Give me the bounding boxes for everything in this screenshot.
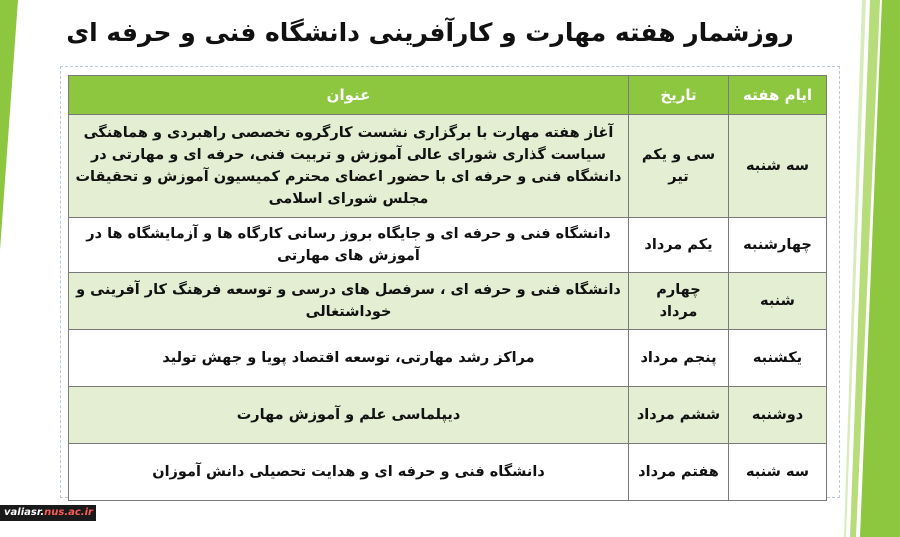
header-title: عنوان <box>69 76 629 115</box>
page-title: روزشمار هفته مهارت و کارآفرینی دانشگاه فنی و حرفه ای <box>66 18 794 47</box>
table-row <box>69 218 827 273</box>
cell-date: چهارم مرداد <box>629 273 729 330</box>
green-stripe-decoration-right <box>840 0 900 537</box>
table-row <box>69 387 827 444</box>
cell-day: یکشنبه <box>729 330 827 387</box>
watermark-prefix: valiasr. <box>4 507 45 518</box>
cell-day: سه شنبه <box>729 115 827 218</box>
cell-date: سی و یکم تیر <box>629 115 729 218</box>
cell-day: سه شنبه <box>729 444 827 501</box>
schedule-table <box>68 75 827 501</box>
cell-title: آغاز هفته مهارت با برگزاری نشست کارگروه تخصصی راهبردی و هماهنگی سیاست گذاری شورای عالی آموزش و تربیت فنی، حرفه ای و مهارتی در دانشگاه فنی و حرفه ای با حضور اعضای محترم کمیسیون آموزش و تحقیقات مجلس شورای اسلامی <box>69 115 629 218</box>
website-watermark-badge <box>0 505 96 521</box>
cell-day: دوشنبه <box>729 387 827 444</box>
cell-title: دانشگاه فنی و حرفه ای و هدایت تحصیلی دانش آموزان <box>69 444 629 501</box>
cell-title: دانشگاه فنی و حرفه ای ، سرفصل های درسی و توسعه فرهنگ کار آفرینی و خوداشتغالی <box>69 273 629 330</box>
watermark-domain: nus.ac.ir <box>44 507 93 518</box>
cell-title: دیپلماسی علم و آموزش مهارت <box>69 387 629 444</box>
header-date: تاریخ <box>629 76 729 115</box>
cell-day: چهارشنبه <box>729 218 827 273</box>
green-wedge-decoration-left <box>0 0 20 537</box>
cell-date: هفتم مرداد <box>629 444 729 501</box>
cell-title: مراکز رشد مهارتی، توسعه اقتصاد پویا و جهش تولید <box>69 330 629 387</box>
table-row <box>69 444 827 501</box>
cell-date: یکم مرداد <box>629 218 729 273</box>
table-row <box>69 273 827 330</box>
cell-date: ششم مرداد <box>629 387 729 444</box>
cell-day: شنبه <box>729 273 827 330</box>
cell-date: پنجم مرداد <box>629 330 729 387</box>
table-row <box>69 115 827 218</box>
table-row <box>69 330 827 387</box>
cell-title: دانشگاه فنی و حرفه ای و جایگاه بروز رسانی کارگاه ها و آزمایشگاه ها در آموزش های مهارتی <box>69 218 629 273</box>
header-days: ایام هفته <box>729 76 827 115</box>
table-header-row <box>69 76 827 115</box>
